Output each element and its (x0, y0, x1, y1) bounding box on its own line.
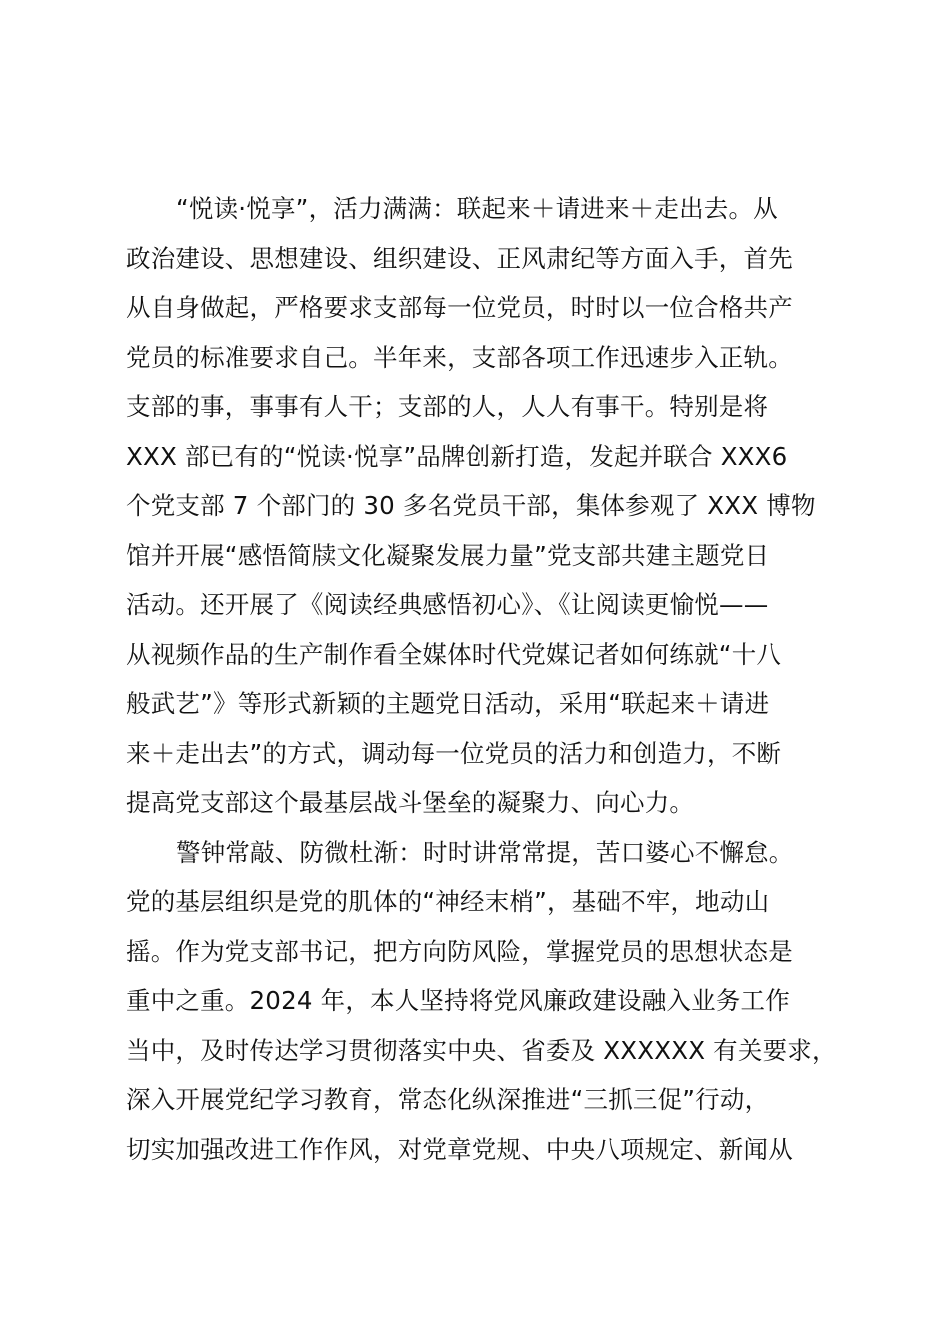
text-line: 当中，及时传达学习贯彻落实中央、省委及 XXXXXX 有关要求， (126, 1035, 837, 1065)
text-line: 从视频作品的生产制作看全媒体时代党媒记者如何练就“十八 (126, 639, 782, 669)
text-line: 个党支部 7 个部门的 30 多名党员干部，集体参观了 XXX 博物 (126, 491, 816, 520)
text-line: 提高党支部这个最基层战斗堡垒的凝聚力、向心力。 (126, 788, 695, 817)
text-line: 摇。作为党支部书记，把方向防风险，掌握党员的思想状态是 (126, 936, 793, 966)
text-line: 从自身做起，严格要求支部每一位党员，时时以一位合格共产 (126, 293, 793, 322)
text-line: 般武艺”》等形式新颖的主题党日活动，采用“联起来＋请进 (126, 689, 770, 718)
paragraph-1 (126, 184, 866, 828)
text-line: “悦读·悦享”，活力满满：联起来＋请进来＋走出去。从 (176, 194, 778, 223)
text-line: 馆并开展“感悟简牍文化凝聚发展力量”党支部共建主题党日 (126, 540, 770, 570)
text-line: XXX 部已有的“悦读·悦享”品牌创新打造，发起并联合 XXX6 (126, 441, 788, 471)
text-line: 重中之重。2024 年，本人坚持将党风廉政建设融入业务工作 (126, 986, 790, 1015)
paragraph-2 (126, 828, 866, 1175)
text-line: 支部的事，事事有人干；支部的人，人人有事干。特别是将 (126, 392, 769, 421)
text-line: 切实加强改进工作作风，对党章党规、中央八项规定、新闻从 (126, 1134, 793, 1164)
text-line: 警钟常敲、防微杜渐：时时讲常常提，苦口婆心不懈怠。 (176, 837, 794, 867)
text-line: 深入开展党纪学习教育，常态化纵深推进“三抓三促”行动， (126, 1085, 770, 1114)
text-line: 政治建设、思想建设、组织建设、正风肃纪等方面入手，首先 (126, 243, 793, 273)
text-line: 来＋走出去”的方式，调动每一位党员的活力和创造力，不断 (126, 738, 782, 768)
text-line: 活动。还开展了《阅读经典感悟初心》、《让阅读更愉悦—— (126, 590, 769, 619)
text-line: 党员的标准要求自己。半年来，支部各项工作迅速步入正轨。 (126, 342, 793, 372)
text-line: 党的基层组织是党的肌体的“神经末梢”，基础不牢，地动山 (126, 887, 770, 916)
document-body (126, 184, 866, 1174)
